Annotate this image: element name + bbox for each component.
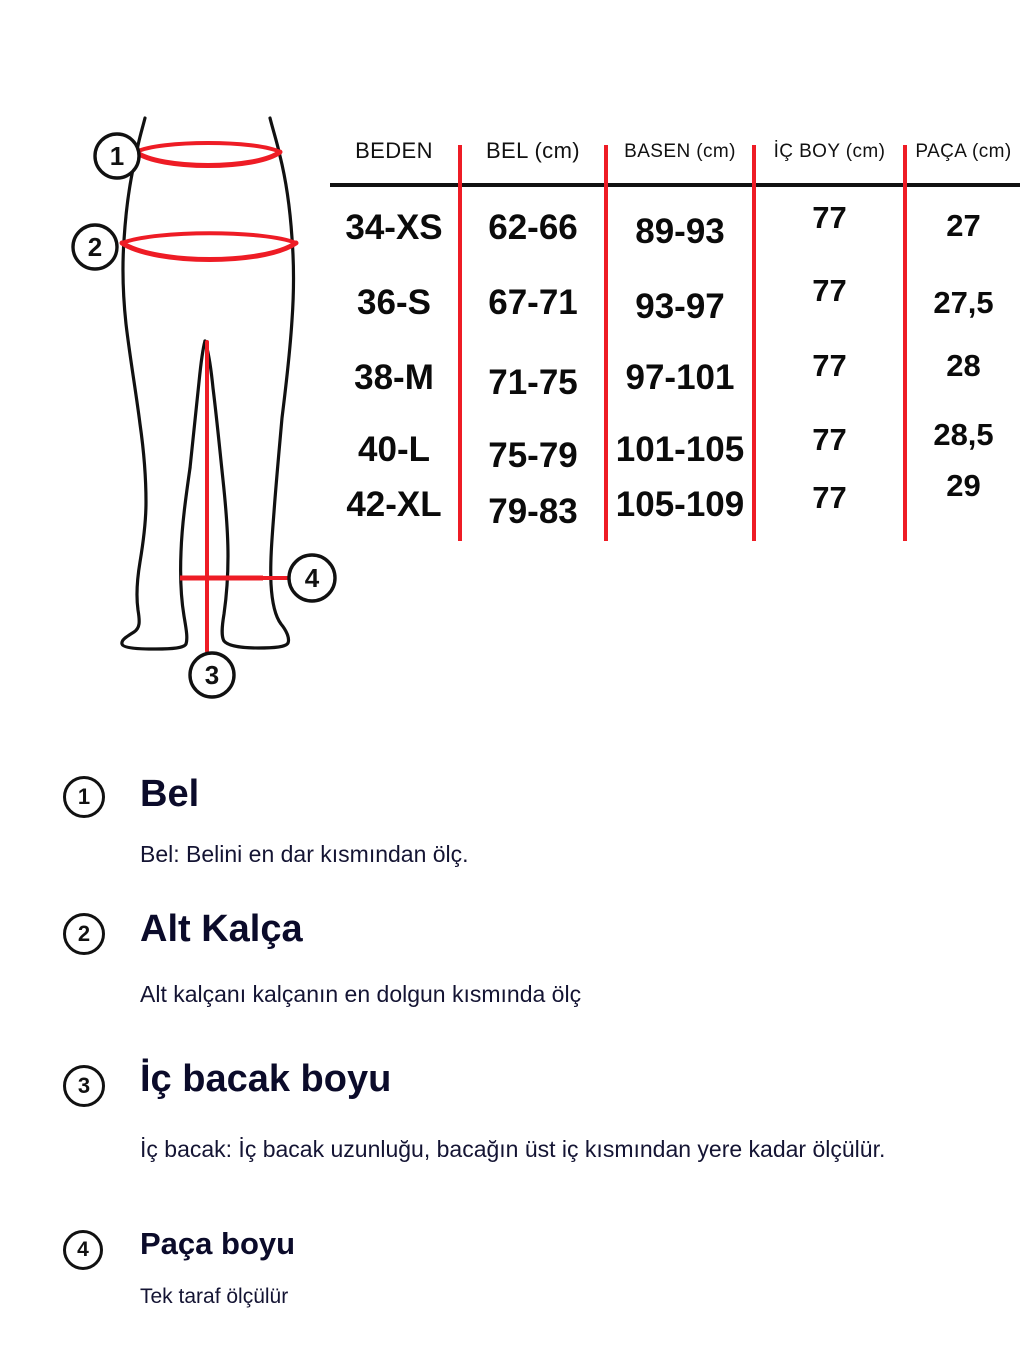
legend-marker-3 — [63, 1065, 105, 1107]
legend-marker-1-label: 1 — [77, 784, 91, 809]
cell-paca: 27,5 — [933, 285, 994, 320]
cell-paca: 28 — [946, 348, 981, 383]
figure-marker-4 — [289, 555, 335, 601]
table-column-divider-1 — [458, 145, 462, 541]
cell-bel: 67-71 — [488, 283, 578, 322]
figure-marker-1-label: 1 — [109, 141, 125, 171]
figure-marker-1 — [95, 134, 139, 178]
legend-title-bel: Bel — [140, 773, 200, 815]
figure-marker-2 — [73, 225, 117, 269]
legend-desc-ic-bacak-boyu: İç bacak: İç bacak uzunluğu, bacağın üst iç kısmından yere kadar ölçülür. — [140, 1136, 886, 1162]
waist-measure-line — [136, 143, 280, 166]
cell-basen: 101-105 — [615, 430, 745, 469]
size-table — [330, 130, 1020, 550]
legend-title-ic-bacak-boyu: İç bacak boyu — [140, 1058, 392, 1100]
cell-ic-boy: 77 — [812, 422, 847, 457]
table-header-basen: BASEN (cm) — [624, 141, 736, 162]
cell-ic-boy: 77 — [812, 348, 847, 383]
cell-bel: 62-66 — [488, 208, 578, 247]
figure-marker-3 — [190, 653, 234, 697]
cell-paca: 29 — [946, 468, 981, 503]
cell-beden: 42-XL — [346, 485, 442, 524]
table-header-rule — [330, 183, 1020, 187]
legend-marker-3-label: 3 — [77, 1073, 91, 1098]
legend-marker-2-label: 2 — [77, 921, 91, 946]
table-header-beden: BEDEN — [355, 138, 433, 163]
cell-basen: 93-97 — [635, 287, 725, 326]
body-measurement-figure — [60, 100, 360, 720]
cell-bel: 79-83 — [488, 492, 578, 531]
cell-paca: 28,5 — [933, 417, 994, 452]
table-column-divider-2 — [604, 145, 608, 541]
cell-basen: 97-101 — [625, 358, 735, 397]
legend-marker-4-label: 4 — [77, 1238, 89, 1261]
table-header-paca: PAÇA (cm) — [915, 141, 1012, 162]
legend-marker-2 — [63, 913, 105, 955]
table-header-bel: BEL (cm) — [485, 138, 581, 163]
cell-ic-boy: 77 — [812, 480, 847, 515]
legend-marker-4 — [63, 1230, 103, 1270]
table-header-row — [330, 130, 1020, 183]
figure-marker-3-label: 3 — [204, 660, 220, 690]
measurement-legend — [0, 745, 1020, 1360]
table-header-ic-boy: İÇ BOY (cm) — [773, 141, 886, 162]
low-hip-measure-line — [122, 233, 296, 259]
cell-basen: 105-109 — [615, 485, 745, 524]
cell-beden: 36-S — [357, 283, 431, 322]
legend-marker-1 — [63, 776, 105, 818]
figure-marker-4-label: 4 — [304, 563, 320, 593]
cell-paca: 27 — [946, 208, 981, 243]
figure-marker-2-label: 2 — [87, 232, 103, 262]
cell-bel: 75-79 — [488, 436, 578, 475]
cell-ic-boy: 77 — [812, 200, 847, 235]
cell-beden: 40-L — [358, 430, 430, 469]
cell-ic-boy: 77 — [812, 273, 847, 308]
legend-desc-paca-boyu: Tek taraf ölçülür — [140, 1285, 289, 1308]
cell-basen: 89-93 — [635, 212, 725, 251]
legend-desc-bel: Bel: Belini en dar kısmından ölç. — [140, 841, 469, 867]
cell-bel: 71-75 — [488, 363, 578, 402]
cell-beden: 34-XS — [345, 208, 443, 247]
legend-desc-alt-kalca: Alt kalçanı kalçanın en dolgun kısmında ölç — [140, 981, 582, 1007]
legend-title-alt-kalca: Alt Kalça — [140, 908, 303, 950]
legend-title-paca-boyu: Paça boyu — [140, 1226, 296, 1261]
cell-beden: 38-M — [354, 358, 434, 397]
